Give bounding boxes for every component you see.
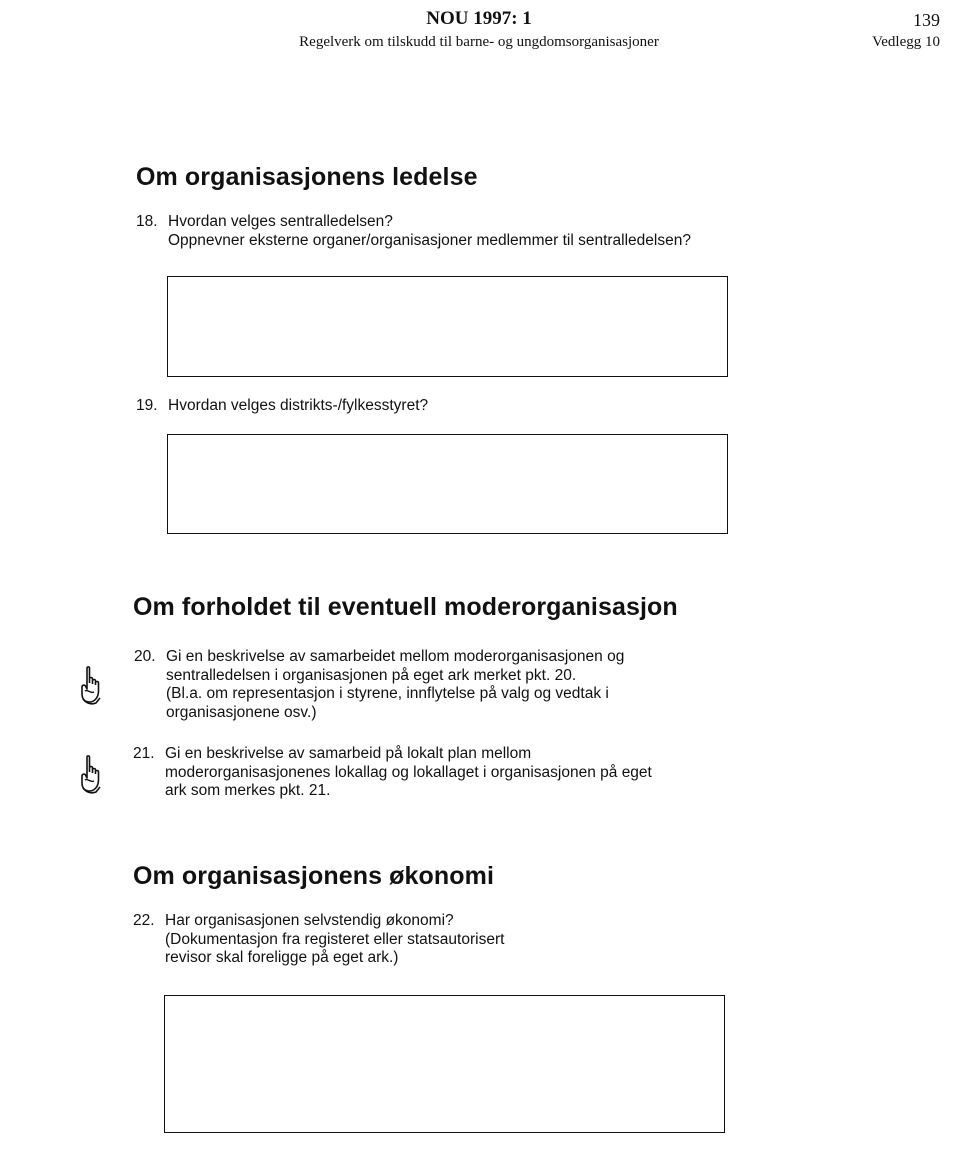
- answer-box-18[interactable]: [167, 276, 728, 377]
- appendix-label: Vedlegg 10: [872, 34, 940, 50]
- question-text-line: Gi en beskrivelse av samarbeid på lokalt plan mellom: [165, 745, 532, 762]
- question-number: 18.: [136, 213, 158, 230]
- question-number: 19.: [136, 397, 158, 414]
- question-number: 20.: [134, 648, 156, 665]
- document-subtitle: Regelverk om tilskudd til barne- og ungdomsorganisasjoner: [299, 34, 659, 50]
- question-text-line: Hvordan velges distrikts-/fylkesstyret?: [168, 397, 429, 414]
- question-text-line: Har organisasjonen selvstendig økonomi?: [165, 912, 454, 929]
- question-text-line: (Dokumentasjon fra registeret eller statsautorisert: [165, 930, 505, 948]
- answer-box-19[interactable]: [167, 434, 728, 534]
- question-text-line: (Bl.a. om representasjon i styrene, innflytelse på valg og vedtak i: [166, 685, 609, 702]
- question-text-line: sentralledelsen i organisasjonen på eget ark merket pkt. 20.: [166, 666, 577, 684]
- page-number: 139: [913, 10, 940, 30]
- question-text-line: Oppnevner eksterne organer/organisasjoner medlemmer til sentralledelsen?: [168, 231, 691, 249]
- pointing-hand-icon: [79, 665, 109, 709]
- question-text-line: revisor skal foreligge på eget ark.): [165, 949, 399, 966]
- question-text-line: organisasjonene osv.): [166, 703, 317, 721]
- question-number: 21.: [133, 745, 155, 762]
- question-text-line: Gi en beskrivelse av samarbeidet mellom moderorganisasjonen og: [166, 648, 625, 665]
- pointing-hand-icon: [79, 754, 109, 798]
- section-heading-economy: Om organisasjonens økonomi: [133, 862, 494, 890]
- document-title: NOU 1997: 1: [426, 8, 532, 29]
- question-number: 22.: [133, 912, 155, 929]
- section-heading-parent-organisation: Om forholdet til eventuell moderorganisasjon: [133, 593, 678, 621]
- question-text-line: Hvordan velges sentralledelsen?: [168, 213, 393, 230]
- question-text-line: ark som merkes pkt. 21.: [165, 782, 331, 799]
- question-text-line: moderorganisasjonenes lokallag og lokallaget i organisasjonen på eget: [165, 763, 652, 781]
- section-heading-leadership: Om organisasjonens ledelse: [136, 163, 478, 191]
- answer-box-22[interactable]: [164, 995, 725, 1133]
